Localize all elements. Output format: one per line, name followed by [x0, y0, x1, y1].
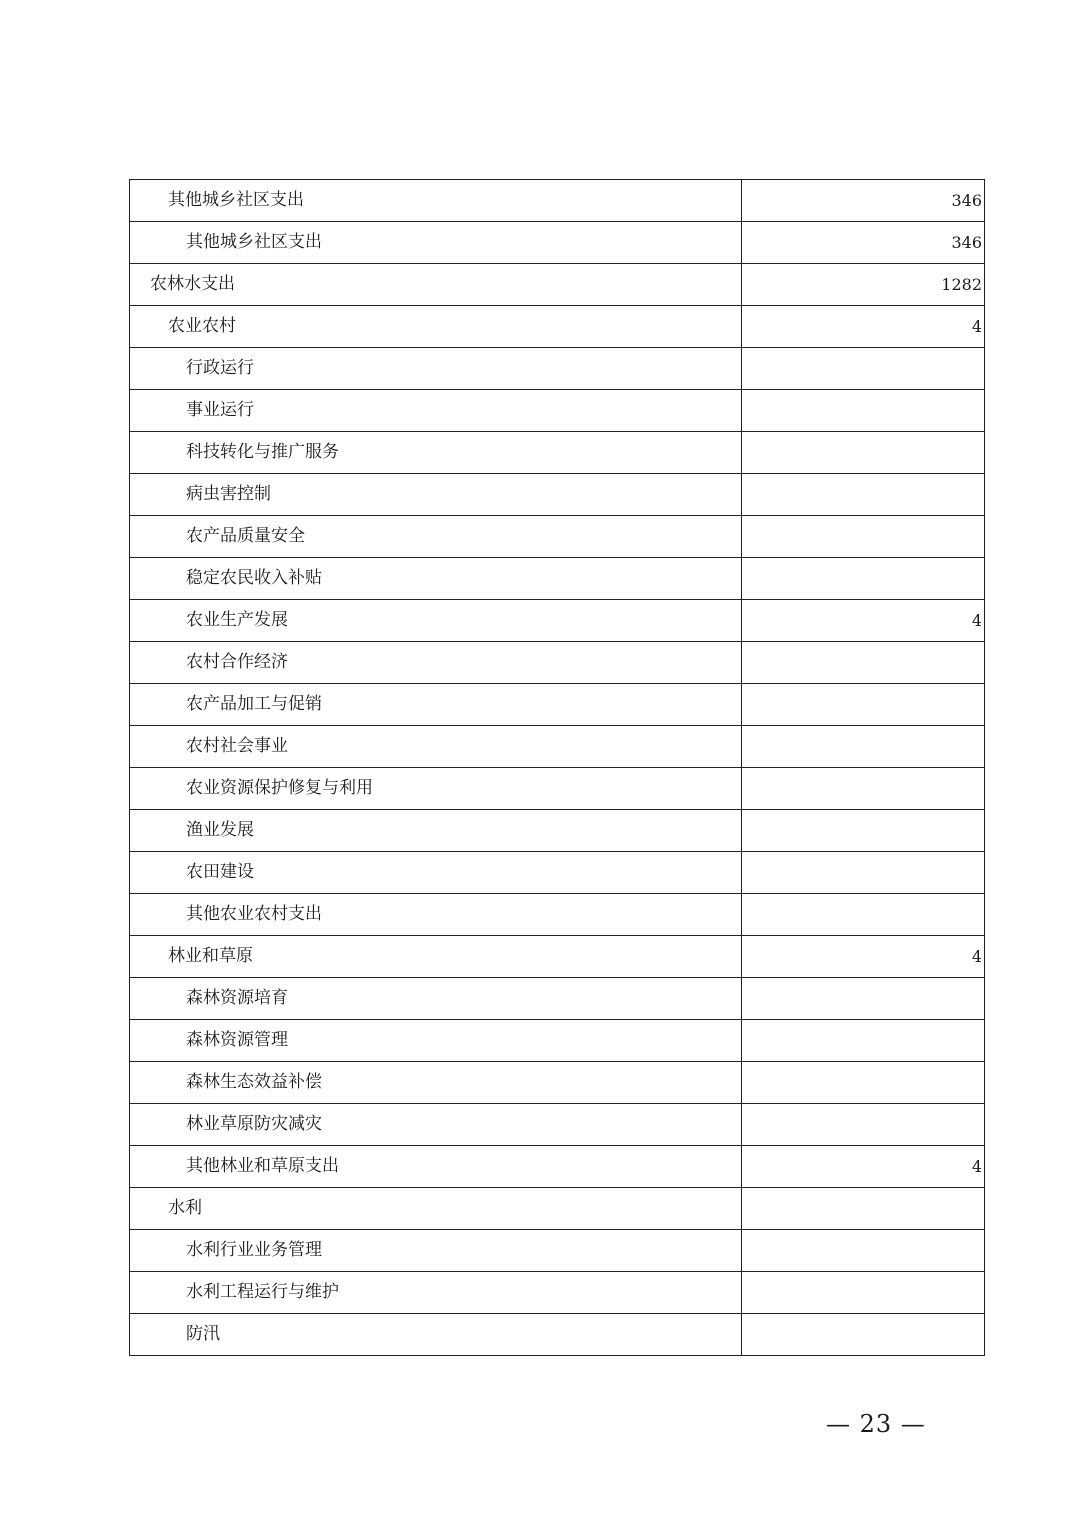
row-item-name: 其他城乡社区支出 — [130, 180, 742, 222]
table-row — [130, 306, 985, 348]
table-row — [130, 1020, 985, 1062]
row-item-value — [742, 558, 985, 600]
table-row — [130, 1272, 985, 1314]
row-item-value — [742, 768, 985, 810]
row-item-name: 农产品加工与促销 — [130, 684, 742, 726]
row-item-value — [742, 474, 985, 516]
table-row — [130, 1104, 985, 1146]
row-item-name: 森林生态效益补偿 — [130, 1062, 742, 1104]
row-item-name: 病虫害控制 — [130, 474, 742, 516]
budget-table-container — [129, 179, 982, 1356]
row-item-value — [742, 642, 985, 684]
table-row — [130, 768, 985, 810]
row-item-value — [742, 390, 985, 432]
row-item-name: 稳定农民收入补贴 — [130, 558, 742, 600]
table-row — [130, 684, 985, 726]
row-item-name: 行政运行 — [130, 348, 742, 390]
row-item-value — [742, 432, 985, 474]
row-item-value — [742, 1104, 985, 1146]
table-row — [130, 390, 985, 432]
row-item-value: 4 — [742, 306, 985, 348]
row-item-name: 农村社会事业 — [130, 726, 742, 768]
table-row — [130, 432, 985, 474]
budget-table-body — [130, 180, 985, 1356]
row-item-value — [742, 348, 985, 390]
row-item-name: 科技转化与推广服务 — [130, 432, 742, 474]
row-item-name: 其他林业和草原支出 — [130, 1146, 742, 1188]
table-row — [130, 348, 985, 390]
table-row — [130, 1230, 985, 1272]
row-item-name: 农林水支出 — [130, 264, 742, 306]
row-item-name: 水利 — [130, 1188, 742, 1230]
row-item-value: 1282 — [742, 264, 985, 306]
table-row — [130, 894, 985, 936]
table-row — [130, 474, 985, 516]
table-row — [130, 1062, 985, 1104]
row-item-value — [742, 1188, 985, 1230]
table-row — [130, 1146, 985, 1188]
table-row — [130, 222, 985, 264]
table-row — [130, 936, 985, 978]
table-row — [130, 1314, 985, 1356]
row-item-name: 农田建设 — [130, 852, 742, 894]
row-item-value — [742, 726, 985, 768]
row-item-name: 渔业发展 — [130, 810, 742, 852]
table-row — [130, 180, 985, 222]
row-item-value — [742, 684, 985, 726]
row-item-name: 其他农业农村支出 — [130, 894, 742, 936]
row-item-value — [742, 852, 985, 894]
page-number: — 23 — — [826, 1410, 926, 1438]
row-item-name: 农产品质量安全 — [130, 516, 742, 558]
row-item-name: 事业运行 — [130, 390, 742, 432]
row-item-value: 346 — [742, 222, 985, 264]
row-item-value — [742, 978, 985, 1020]
table-row — [130, 264, 985, 306]
row-item-value — [742, 1314, 985, 1356]
table-row — [130, 642, 985, 684]
row-item-name: 森林资源培育 — [130, 978, 742, 1020]
table-row — [130, 810, 985, 852]
row-item-name: 农业农村 — [130, 306, 742, 348]
table-row — [130, 558, 985, 600]
table-row — [130, 600, 985, 642]
row-item-value — [742, 1230, 985, 1272]
budget-table — [129, 179, 985, 1356]
table-row — [130, 726, 985, 768]
row-item-name: 其他城乡社区支出 — [130, 222, 742, 264]
row-item-name: 农村合作经济 — [130, 642, 742, 684]
table-row — [130, 1188, 985, 1230]
table-row — [130, 516, 985, 558]
row-item-value — [742, 1272, 985, 1314]
row-item-name: 水利工程运行与维护 — [130, 1272, 742, 1314]
row-item-value — [742, 1062, 985, 1104]
table-row — [130, 978, 985, 1020]
row-item-name: 水利行业业务管理 — [130, 1230, 742, 1272]
row-item-name: 农业资源保护修复与利用 — [130, 768, 742, 810]
row-item-value: 4 — [742, 936, 985, 978]
row-item-name: 农业生产发展 — [130, 600, 742, 642]
row-item-value — [742, 810, 985, 852]
row-item-value — [742, 516, 985, 558]
row-item-name: 防汛 — [130, 1314, 742, 1356]
row-item-value: 346 — [742, 180, 985, 222]
row-item-value — [742, 894, 985, 936]
table-row — [130, 852, 985, 894]
row-item-value: 4 — [742, 600, 985, 642]
row-item-name: 森林资源管理 — [130, 1020, 742, 1062]
row-item-name: 林业和草原 — [130, 936, 742, 978]
row-item-value — [742, 1020, 985, 1062]
row-item-name: 林业草原防灾减灾 — [130, 1104, 742, 1146]
row-item-value: 4 — [742, 1146, 985, 1188]
